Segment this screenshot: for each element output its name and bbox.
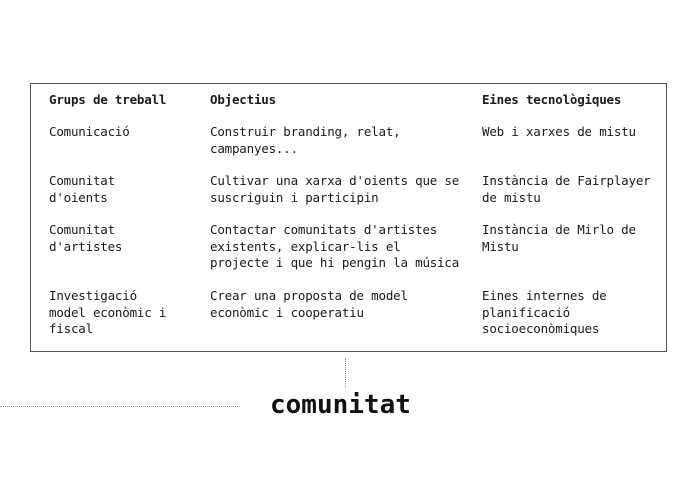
table-cell-group: Comunitat d'artistes — [49, 222, 123, 254]
work-groups-table — [30, 83, 667, 352]
table-cell-group: Comunitat d'oients — [49, 173, 115, 205]
table-cell-objective: Cultivar una xarxa d'oients que se suscriguin i participin — [210, 173, 460, 205]
table-cell-objective: Construir branding, relat, campanyes... — [210, 124, 401, 156]
header-work-groups: Grups de treball — [49, 92, 167, 107]
table-cell-tool: Instància de Fairplayer de mistu — [482, 173, 651, 205]
table-cell-objective: Crear una proposta de model econòmic i cooperatiu — [210, 288, 408, 320]
table-cell-tool: Eines internes de planificació socioeconòmiques — [482, 288, 607, 336]
header-objectives: Objectius — [210, 92, 276, 107]
node-label-comunitat: comunitat — [270, 390, 411, 420]
table-cell-group: Comunicació — [49, 124, 130, 139]
header-tech-tools: Eines tecnològiques — [482, 92, 622, 107]
connector-line-horizontal — [0, 406, 240, 407]
table-cell-group: Investigació model econòmic i fiscal — [49, 288, 167, 336]
table-cell-objective: Contactar comunitats d'artistes existents, explicar-lis el projecte i que hi pengin la música — [210, 222, 460, 270]
table-cell-tool: Instància de Mirlo de Mistu — [482, 222, 636, 254]
connector-line-vertical — [345, 358, 346, 388]
table-cell-tool: Web i xarxes de mistu — [482, 124, 636, 139]
